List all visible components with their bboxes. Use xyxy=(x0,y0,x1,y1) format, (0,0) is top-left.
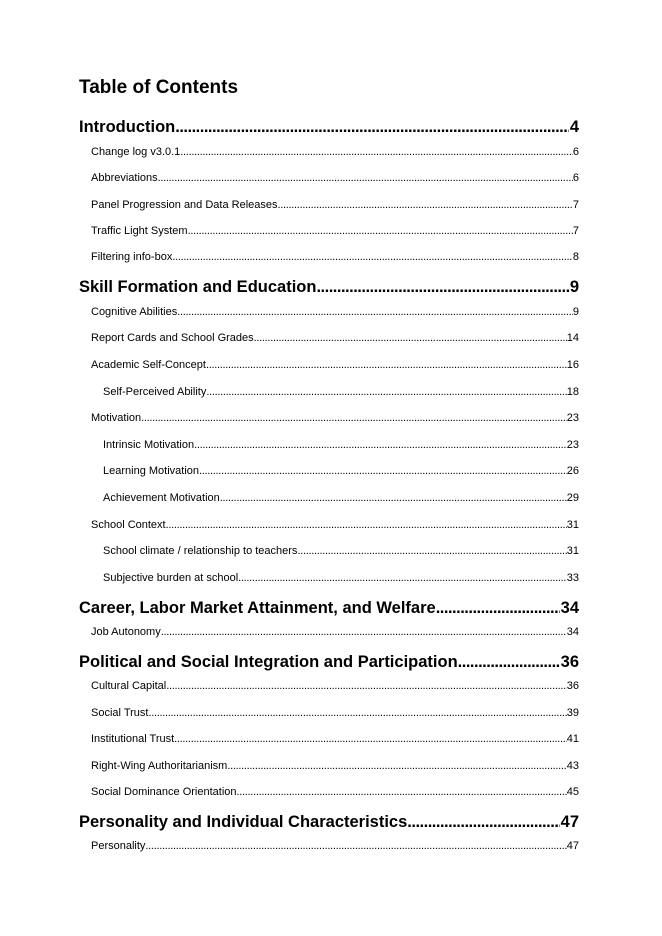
toc-entry-label: Cognitive Abilities xyxy=(91,306,178,318)
toc-entry-page-number: 47 xyxy=(560,813,579,831)
toc-entry-social-dominance-orientation[interactable] xyxy=(91,784,579,800)
dot-leader xyxy=(188,223,573,239)
toc-entry-achievement-motivation[interactable] xyxy=(103,490,579,506)
dot-leader xyxy=(145,838,566,854)
toc-entry-page-number: 47 xyxy=(566,840,579,852)
toc-entry-page-number: 18 xyxy=(566,386,579,398)
toc-entry-label: Political and Social Integration and Participation xyxy=(79,653,458,671)
toc-entry-page-number: 34 xyxy=(560,599,579,617)
dot-leader xyxy=(174,731,567,747)
toc-entry-traffic-light-system[interactable] xyxy=(91,223,579,239)
toc-entry-page-number: 6 xyxy=(572,172,579,184)
toc-entry-school-climate[interactable] xyxy=(103,543,579,559)
toc-entry-intrinsic-motivation[interactable] xyxy=(103,437,579,453)
toc-entry-page-number: 31 xyxy=(566,519,579,531)
toc-entry-label: Social Dominance Orientation xyxy=(91,786,237,798)
toc-entry-label: Cultural Capital xyxy=(91,680,167,692)
toc-entry-page-number: 43 xyxy=(566,760,579,772)
toc-entry-cultural-capital[interactable] xyxy=(91,678,579,694)
toc-entry-label: Report Cards and School Grades xyxy=(91,332,254,344)
toc-entry-page-number: 9 xyxy=(572,306,579,318)
toc-entry-label: School climate / relationship to teachers xyxy=(103,545,298,557)
toc-entry-political-social-integration[interactable] xyxy=(79,651,579,673)
toc-entry-page-number: 14 xyxy=(566,332,579,344)
dot-leader xyxy=(458,651,560,673)
dot-leader xyxy=(206,384,566,400)
toc-entry-social-trust[interactable] xyxy=(91,705,579,721)
toc-entry-report-cards[interactable] xyxy=(91,330,579,346)
dot-leader xyxy=(220,490,567,506)
toc-entry-label: Abbreviations xyxy=(91,172,158,184)
toc-entry-label: Introduction xyxy=(79,118,176,136)
toc-entry-institutional-trust[interactable] xyxy=(91,731,579,747)
toc-entry-page-number: 8 xyxy=(572,251,579,263)
toc-entry-page-number: 29 xyxy=(566,492,579,504)
toc-entry-label: Learning Motivation xyxy=(103,465,200,477)
dot-leader xyxy=(141,410,567,426)
toc-entry-page-number: 16 xyxy=(566,359,579,371)
toc-entry-page-number: 26 xyxy=(566,465,579,477)
toc-entry-page-number: 7 xyxy=(572,225,579,237)
toc-entry-label: Self-Perceived Ability xyxy=(103,386,207,398)
toc-entry-job-autonomy[interactable] xyxy=(91,624,579,640)
dot-leader xyxy=(237,784,567,800)
toc-entry-label: Traffic Light System xyxy=(91,225,188,237)
toc-entry-label: Panel Progression and Data Releases xyxy=(91,199,278,211)
dot-leader xyxy=(278,197,573,213)
toc-entry-label: Personality and Individual Characteristics xyxy=(79,813,408,831)
toc-entry-page-number: 6 xyxy=(572,146,579,158)
toc-entry-page-number: 45 xyxy=(566,786,579,798)
toc-entry-school-context[interactable] xyxy=(91,517,579,533)
toc-entry-label: Change log v3.0.1 xyxy=(91,146,181,158)
toc-entry-page-number: 31 xyxy=(566,545,579,557)
toc-entry-right-wing-authoritarianism[interactable] xyxy=(91,758,579,774)
toc-entry-page-number: 36 xyxy=(560,653,579,671)
toc-entry-introduction[interactable] xyxy=(79,116,579,138)
toc-entry-label: Job Autonomy xyxy=(91,626,161,638)
toc-entry-label: Academic Self-Concept xyxy=(91,359,206,371)
toc-entry-label: Achievement Motivation xyxy=(103,492,220,504)
toc-entry-label: Skill Formation and Education xyxy=(79,278,317,296)
dot-leader xyxy=(297,543,566,559)
dot-leader xyxy=(161,624,567,640)
dot-leader xyxy=(175,116,569,138)
toc-entry-label: Intrinsic Motivation xyxy=(103,439,195,451)
toc-entry-motivation[interactable] xyxy=(91,410,579,426)
toc-entry-page-number: 9 xyxy=(569,278,579,296)
toc-entry-label: Career, Labor Market Attainment, and Welfare xyxy=(79,599,436,617)
toc-entry-label: Personality xyxy=(91,840,146,852)
toc-entry-page-number: 7 xyxy=(572,199,579,211)
toc-entry-label: Right-Wing Authoritarianism xyxy=(91,760,228,772)
toc-entry-page-number: 41 xyxy=(566,733,579,745)
dot-leader xyxy=(407,811,559,833)
toc-entry-filtering-info-box[interactable] xyxy=(91,249,579,265)
dot-leader xyxy=(316,276,568,298)
toc-entry-change-log[interactable] xyxy=(91,144,579,160)
toc-entry-learning-motivation[interactable] xyxy=(103,463,579,479)
toc-entry-cognitive-abilities[interactable] xyxy=(91,304,579,320)
toc-entry-label: Filtering info-box xyxy=(91,251,173,263)
toc-entry-page-number: 23 xyxy=(566,412,579,424)
toc-entry-label: Motivation xyxy=(91,412,142,424)
dot-leader xyxy=(194,437,567,453)
toc-entry-career-labor-market[interactable] xyxy=(79,597,579,619)
dot-leader xyxy=(227,758,566,774)
dot-leader xyxy=(166,678,567,694)
dot-leader xyxy=(148,705,566,721)
toc-entry-skill-formation[interactable] xyxy=(79,276,579,298)
toc-entry-personality-individual[interactable] xyxy=(79,811,579,833)
toc-entry-label: Institutional Trust xyxy=(91,733,175,745)
toc-entry-self-perceived-ability[interactable] xyxy=(103,384,579,400)
dot-leader xyxy=(436,597,560,619)
toc-entry-academic-self-concept[interactable] xyxy=(91,357,579,373)
dot-leader xyxy=(180,144,573,160)
dot-leader xyxy=(238,570,567,586)
dot-leader xyxy=(166,517,567,533)
toc-entry-page-number: 36 xyxy=(566,680,579,692)
toc-entry-panel-progression[interactable] xyxy=(91,197,579,213)
toc-entry-page-number: 39 xyxy=(566,707,579,719)
toc-entry-page-number: 23 xyxy=(566,439,579,451)
dot-leader xyxy=(158,170,573,186)
toc-entry-abbreviations[interactable] xyxy=(91,170,579,186)
toc-entry-page-number: 34 xyxy=(566,626,579,638)
toc-entry-label: Subjective burden at school xyxy=(103,572,239,584)
page-title: Table of Contents xyxy=(79,77,239,98)
dot-leader xyxy=(177,304,573,320)
toc-entry-label: School Context xyxy=(91,519,166,531)
dot-leader xyxy=(206,357,567,373)
toc-entry-label: Social Trust xyxy=(91,707,149,719)
dot-leader xyxy=(199,463,567,479)
toc-entry-personality[interactable] xyxy=(91,838,579,854)
toc-entry-subjective-burden[interactable] xyxy=(103,570,579,586)
dot-leader xyxy=(172,249,573,265)
toc-entry-page-number: 4 xyxy=(569,118,579,136)
dot-leader xyxy=(254,330,567,346)
toc-entry-page-number: 33 xyxy=(566,572,579,584)
